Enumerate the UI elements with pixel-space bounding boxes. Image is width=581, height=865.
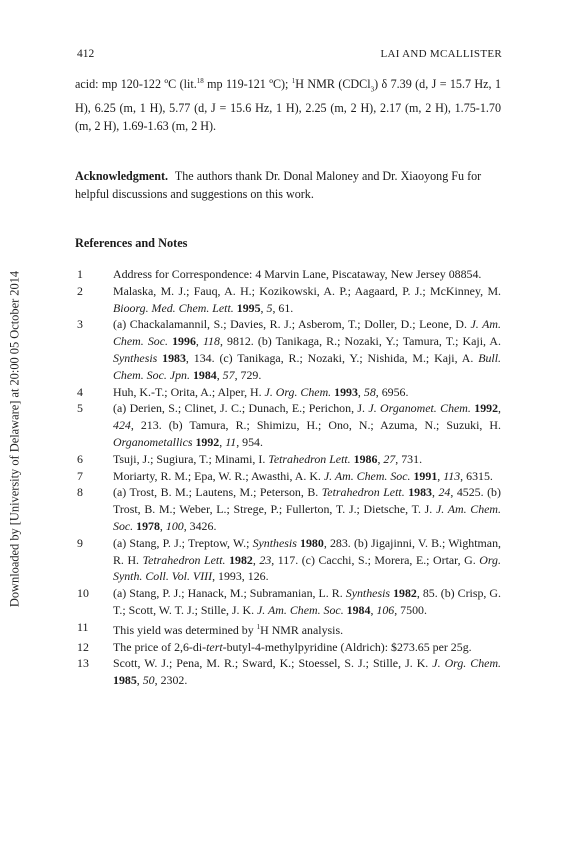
reference-segment: J. Organomet. Chem.: [368, 401, 471, 416]
reference-segment: , 6956.: [375, 384, 409, 399]
reference-segment: ,: [136, 673, 143, 688]
reference-segment: Tsuji, J.; Sugiura, T.; Minami, I.: [113, 451, 269, 466]
reference-segment: Tetrahedron Lett.: [321, 485, 405, 500]
reference-item: [75, 619, 501, 639]
reference-segment: , 213. (b) Tamura, R.; Shimizu, H.; Ono, N.; Azuma, N.; Suzuki, H.: [130, 418, 501, 433]
reference-segment: Malaska, M. J.; Fauq, A. H.; Kozikowski, A. P.; Aagaard, P. J.; McKinney, M.: [113, 283, 501, 298]
citation-superscript: 18: [196, 77, 204, 85]
reference-segment: , 117. (c) Cacchi, S.; Morera, E.; Ortar, G.: [271, 552, 480, 567]
reference-segment: ,: [219, 434, 226, 449]
reference-text: [113, 384, 501, 401]
reference-item: [75, 535, 501, 585]
text-segment: H NMR (CDCl: [295, 77, 371, 92]
reference-text: [113, 655, 501, 689]
reference-text: [113, 585, 501, 619]
reference-segment: , 7500.: [394, 602, 427, 617]
reference-segment: , 134. (c) Tanikaga, R.; Nozaki, Y.; Nishida, M.; Kaji, A.: [185, 350, 479, 365]
subscript: 3: [370, 85, 375, 94]
reference-segment: ,: [252, 552, 260, 567]
references-list: [75, 266, 501, 689]
reference-number: 3: [77, 317, 83, 332]
reference-segment: , 283. (b) Jigajinni, V. B.; Wightman, R. H.: [113, 535, 501, 567]
reference-segment: ,: [216, 367, 223, 382]
page-number: 412: [77, 48, 95, 60]
reference-text: [113, 316, 501, 383]
reference-segment: J. Org. Chem.: [432, 656, 502, 671]
reference-number: 7: [77, 468, 83, 483]
experimental-text: [75, 72, 501, 135]
reference-segment: 113: [443, 468, 461, 483]
reference-text: [113, 484, 501, 534]
reference-segment: 1983: [408, 485, 432, 500]
reference-text: [113, 451, 501, 468]
reference-segment: 27: [383, 451, 396, 466]
reference-segment: J. Am. Chem. Soc.: [113, 317, 501, 349]
reference-segment: , 3426.: [183, 518, 217, 533]
reference-segment: 1985: [113, 673, 137, 688]
reference-segment: 1993: [334, 384, 358, 399]
reference-segment: (a) Derien, S.; Clinet, J. C.; Dunach, E.; Perichon, J.: [113, 401, 369, 416]
text-segment: acid: mp 120-122 ºC (lit.: [75, 77, 197, 92]
reference-segment: , 2302.: [154, 673, 188, 688]
reference-segment: ,: [377, 451, 384, 466]
reference-text: [113, 468, 501, 485]
reference-segment: 1996: [172, 334, 196, 349]
references-heading: References and Notes: [75, 236, 188, 250]
reference-segment: 100: [165, 518, 184, 533]
reference-text: [113, 283, 501, 317]
download-notice-sidebar: [4, 246, 26, 632]
reference-number: 13: [77, 656, 89, 671]
acknowledgment-heading: Acknowledgment.: [75, 169, 169, 183]
reference-segment: , 4525. (b) Trost, B. M.; Weber, L.; Strege, P.; Fullerton, T. J.; Dietsche, T. J.: [113, 485, 501, 517]
reference-segment: 424: [113, 418, 131, 433]
reference-segment: , 9812. (b) Tanikaga, R.; Nozaki, Y.; Tamura, T.; Kaji, A.: [219, 334, 501, 349]
reference-segment: 11: [225, 434, 237, 449]
reference-text: [113, 619, 501, 639]
reference-segment: This yield was determined by: [113, 622, 257, 637]
reference-segment: 1982: [229, 552, 253, 567]
reference-segment: Scott, W. J.; Pena, M. R.; Sward, K.; Stoessel, S. J.; Stille, J. K.: [113, 656, 433, 671]
reference-text: [113, 535, 501, 585]
reference-segment: , 6315.: [460, 468, 493, 483]
reference-item: [75, 400, 501, 450]
isotope-superscript: 1: [291, 77, 296, 85]
reference-segment: 23: [259, 552, 272, 567]
reference-segment: H NMR analysis.: [260, 622, 344, 637]
reference-item: [75, 655, 501, 689]
reference-segment: 1982: [393, 586, 417, 601]
reference-segment: 1: [256, 622, 261, 631]
reference-segment: The price of 2,6-di-: [113, 639, 207, 654]
reference-segment: Tetrahedron Lett.: [142, 552, 226, 567]
reference-text: [113, 400, 501, 450]
reference-segment: Huh, K.-T.; Orita, A.; Alper, H.: [113, 384, 265, 399]
reference-segment: ,: [260, 300, 267, 315]
reference-segment: Synthesis: [113, 350, 158, 365]
reference-segment: , 954.: [236, 434, 263, 449]
reference-number: 1: [77, 267, 83, 281]
reference-segment: 1995: [236, 300, 261, 315]
reference-segment: J. Am. Chem. Soc.: [323, 468, 411, 483]
reference-segment: 1983: [162, 350, 186, 365]
reference-item: [75, 639, 501, 656]
reference-number: 11: [77, 619, 89, 634]
reference-segment: , 85. (b) Crisp, G. T.; Scott, W. T. J.; Stille, J. K.: [113, 586, 501, 617]
reference-number: 6: [77, 451, 83, 466]
reference-item: [75, 451, 501, 468]
reference-segment: tert: [206, 639, 223, 654]
reference-number: 2: [77, 283, 83, 298]
reference-segment: Bioorg. Med. Chem. Lett.: [113, 300, 234, 315]
reference-segment: J. Am. Chem. Soc.: [113, 502, 501, 533]
reference-segment: Synthesis: [345, 586, 391, 601]
reference-item: [75, 384, 501, 401]
reference-number: 10: [77, 586, 89, 601]
reference-segment: 1991: [413, 468, 438, 483]
reference-segment: 1984: [346, 602, 371, 617]
reference-number: 9: [77, 535, 83, 550]
reference-item: [75, 316, 501, 383]
reference-item: [75, 468, 501, 485]
acknowledgment: [75, 167, 501, 204]
reference-segment: (a) Stang, P. J.; Hanack, M.; Subramanian, L. R.: [113, 586, 346, 601]
reference-segment: ,: [437, 468, 444, 483]
reference-segment: , 61.: [272, 300, 294, 315]
reference-segment: ,: [357, 384, 364, 399]
reference-segment: 24: [438, 485, 451, 500]
reference-number: 12: [77, 639, 89, 654]
reference-segment: J. Am. Chem. Soc.: [257, 602, 344, 617]
reference-segment: 1984: [192, 367, 217, 382]
reference-segment: 1986: [353, 451, 378, 466]
running-head: LAI AND MCALLISTER: [380, 48, 502, 60]
download-notice: Downloaded by [University of Delaware] at 20:00 05 October 2014: [7, 270, 22, 608]
reference-segment: 58: [363, 384, 376, 399]
reference-segment: ,: [370, 602, 377, 617]
reference-item: [75, 283, 501, 317]
reference-segment: Organometallics: [113, 434, 193, 449]
reference-number: 4: [77, 384, 83, 399]
reference-item: [75, 585, 501, 619]
reference-segment: , 731.: [395, 451, 423, 466]
reference-item: [75, 266, 501, 283]
reference-text: [113, 639, 501, 656]
reference-segment: ,: [498, 401, 502, 416]
reference-segment: 106: [376, 602, 395, 617]
reference-segment: Moriarty, R. M.; Epa, W. R.; Awasthi, A. K.: [113, 468, 324, 483]
reference-segment: 1992: [474, 401, 499, 416]
reference-segment: 1978: [136, 518, 160, 533]
reference-segment: , 729.: [234, 367, 262, 382]
reference-number: 8: [77, 485, 83, 500]
reference-segment: Org. Synth. Coll. Vol. VIII: [113, 552, 501, 584]
reference-segment: 57: [222, 367, 235, 382]
reference-text: [113, 266, 501, 283]
reference-segment: -butyl-4-methylpyridine (Aldrich): $273.65 per 25g.: [222, 639, 472, 654]
text-segment: mp 119-121 ºC);: [203, 77, 292, 92]
acknowledgment-text: The authors thank Dr. Donal Maloney and Dr. Xiaoyong Fu for helpful discussions and suggestions on this work.: [75, 169, 482, 202]
reference-segment: Address for Correspondence: 4 Marvin Lane, Piscataway, New Jersey 08854.: [113, 267, 482, 281]
reference-segment: 50: [142, 673, 155, 688]
reference-segment: Synthesis: [252, 535, 297, 550]
reference-segment: Tetrahedron Lett.: [268, 451, 351, 466]
reference-segment: , 1993, 126.: [212, 569, 269, 584]
reference-segment: 1980: [300, 535, 324, 550]
reference-segment: 118: [202, 334, 220, 349]
reference-item: [75, 484, 501, 534]
reference-segment: (a) Stang, P. J.; Treptow, W.;: [113, 535, 253, 550]
reference-segment: 1992: [195, 434, 220, 449]
reference-segment: 5: [266, 300, 273, 315]
reference-number: 5: [77, 401, 83, 416]
reference-segment: ,: [195, 334, 203, 349]
reference-segment: J. Org. Chem.: [264, 384, 332, 399]
reference-segment: (a) Trost, B. M.; Lautens, M.; Peterson, B.: [113, 485, 322, 500]
reference-segment: ,: [431, 485, 439, 500]
reference-segment: Bull. Chem. Soc. Jpn.: [113, 350, 501, 382]
text-segment: ) δ 7.39 (d, J = 15.7 Hz, 1 H), 6.25 (m, 1 H), 5.77 (d, J = 15.6 Hz, 1 H), 2.25 (m, 2 H), 2.17 (m, 2 H), 1.75-1.70 (m, 2 H), 1.69-1.63 (m, 2 H).: [75, 77, 501, 134]
reference-segment: (a) Chackalamannil, S.; Davies, R. J.; Asberom, T.; Doller, D.; Leone, D.: [113, 317, 471, 332]
reference-segment: ,: [159, 518, 166, 533]
